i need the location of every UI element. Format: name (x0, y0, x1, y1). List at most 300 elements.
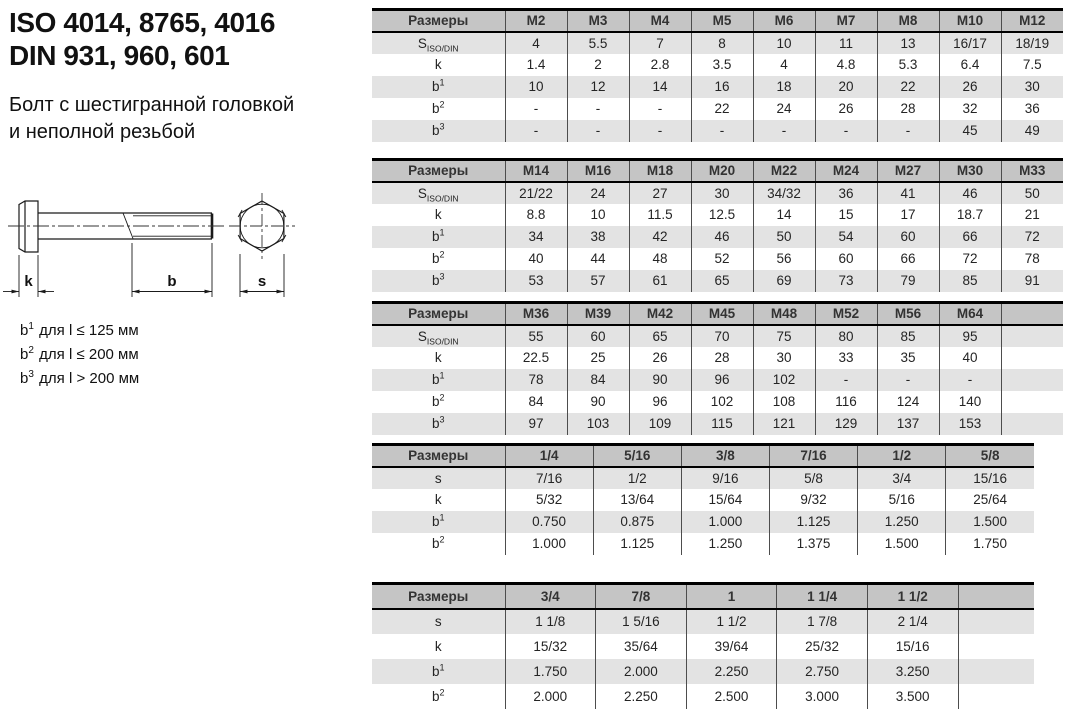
row-label: k (434, 57, 442, 72)
cell: 10 (753, 32, 815, 54)
column-header: 1/2 (858, 445, 946, 467)
cell: 69 (753, 270, 815, 292)
empty-cell (958, 684, 1034, 709)
cell: 14 (753, 204, 815, 226)
cell: 40 (505, 248, 567, 270)
cell: 32 (939, 98, 1001, 120)
cell: - (939, 369, 1001, 391)
column-header: 5/16 (593, 445, 681, 467)
cell: 15/32 (505, 634, 596, 659)
bolt-side-view (8, 201, 224, 252)
cell: 28 (877, 98, 939, 120)
dim-label-k: k (24, 273, 33, 290)
cell: 124 (877, 391, 939, 413)
column-header: M48 (753, 303, 815, 325)
cell: 18.7 (939, 204, 1001, 226)
row-label: $b^3$ (431, 414, 445, 431)
cell: 30 (753, 347, 815, 369)
table-header-row (372, 584, 1034, 609)
table-metric-m14-m33 (372, 158, 1063, 292)
table-inch-quarter-to-5-8 (372, 443, 1034, 555)
table-header-row (372, 445, 1034, 467)
cell: 108 (753, 391, 815, 413)
cell: - (691, 120, 753, 142)
cell: 2.250 (596, 684, 687, 709)
table-row (372, 634, 1034, 659)
row-label: k (434, 492, 442, 507)
cell: 1.375 (769, 533, 857, 555)
cell: 84 (567, 369, 629, 391)
cell: 49 (1001, 120, 1063, 142)
table-metric-m2-m12 (372, 8, 1063, 142)
column-header: M24 (815, 160, 877, 182)
empty-cell (958, 634, 1034, 659)
cell: 14 (629, 76, 691, 98)
cell: 39/64 (686, 634, 777, 659)
table-header-row (372, 303, 1063, 325)
cell: 2 1/4 (867, 609, 958, 634)
table-row (372, 226, 1063, 248)
column-header: 5/8 (946, 445, 1034, 467)
table-row (372, 533, 1034, 555)
cell: 3.250 (867, 659, 958, 684)
empty-cell (1001, 413, 1063, 435)
header-label: Размеры (372, 160, 505, 182)
cell: 4.8 (815, 54, 877, 76)
cell: 1.500 (946, 511, 1034, 533)
cell: 1.250 (858, 511, 946, 533)
column-header: M22 (753, 160, 815, 182)
cell: 75 (753, 325, 815, 347)
cell: 2.500 (686, 684, 777, 709)
cell: - (877, 120, 939, 142)
header-label: Размеры (372, 445, 505, 467)
table-inch-3-4-to-1-1-2 (372, 582, 1034, 709)
column-header: M2 (505, 10, 567, 32)
cell: 3/4 (858, 467, 946, 489)
column-header: M42 (629, 303, 691, 325)
empty-header-cell (958, 584, 1034, 609)
cell: 18 (753, 76, 815, 98)
cell: 66 (939, 226, 1001, 248)
cell: 26 (939, 76, 1001, 98)
cell: 46 (939, 182, 1001, 204)
cell: 34 (505, 226, 567, 248)
cell: 116 (815, 391, 877, 413)
column-header: M6 (753, 10, 815, 32)
header-label: Размеры (372, 584, 505, 609)
empty-cell (1001, 325, 1063, 347)
cell: 85 (877, 325, 939, 347)
cell: 140 (939, 391, 1001, 413)
cell: 10 (567, 204, 629, 226)
cell: - (629, 120, 691, 142)
cell: 78 (1001, 248, 1063, 270)
table-row (372, 325, 1063, 347)
cell: 7.5 (1001, 54, 1063, 76)
cell: 9/16 (681, 467, 769, 489)
cell: 80 (815, 325, 877, 347)
column-header: M33 (1001, 160, 1063, 182)
table-row (372, 347, 1063, 369)
column-header: 3/4 (505, 584, 596, 609)
cell: 115 (691, 413, 753, 435)
column-header: M4 (629, 10, 691, 32)
header-label: Размеры (372, 10, 505, 32)
row-label: $b^2$ (431, 534, 445, 551)
cell: 38 (567, 226, 629, 248)
column-header: 1 (686, 584, 777, 609)
dimension-k (3, 255, 54, 297)
cell: 17 (877, 204, 939, 226)
cell: 60 (567, 325, 629, 347)
cell: 3.5 (691, 54, 753, 76)
cell: 2.000 (505, 684, 596, 709)
note-b2: $b^2$ для l ≤ 200 мм (20, 345, 139, 363)
cell: 61 (629, 270, 691, 292)
table-row (372, 391, 1063, 413)
dim-label-s: s (257, 273, 267, 290)
cell: - (629, 98, 691, 120)
row-label: $b^1$ (431, 77, 445, 94)
cell: 54 (815, 226, 877, 248)
cell: 72 (1001, 226, 1063, 248)
cell: 60 (815, 248, 877, 270)
cell: 8 (691, 32, 753, 54)
row-label: $b^1$ (431, 662, 445, 679)
note-b1: $b^1$ для l ≤ 125 мм (20, 321, 139, 339)
cell: 27 (629, 182, 691, 204)
table-row (372, 54, 1063, 76)
cell: 1.000 (681, 511, 769, 533)
row-label: s (434, 614, 442, 629)
column-header: M56 (877, 303, 939, 325)
cell: 8.8 (505, 204, 567, 226)
cell: 65 (629, 325, 691, 347)
column-header: M52 (815, 303, 877, 325)
cell: 26 (629, 347, 691, 369)
cell: 72 (939, 248, 1001, 270)
row-label: $b^3$ (431, 271, 445, 288)
dimension-b (132, 243, 212, 297)
cell: 28 (691, 347, 753, 369)
table-row (372, 32, 1063, 54)
cell: 30 (691, 182, 753, 204)
cell: 18/19 (1001, 32, 1063, 54)
table-row (372, 204, 1063, 226)
cell: 44 (567, 248, 629, 270)
cell: 11.5 (629, 204, 691, 226)
page-title (9, 6, 275, 72)
empty-cell (958, 609, 1034, 634)
cell: 137 (877, 413, 939, 435)
cell: - (505, 120, 567, 142)
cell: 33 (815, 347, 877, 369)
cell: 5/8 (769, 467, 857, 489)
cell: 2.250 (686, 659, 777, 684)
column-header: 1 1/4 (777, 584, 868, 609)
table-metric-m36-m64 (372, 301, 1063, 435)
cell: 15/64 (681, 489, 769, 511)
row-label: $S_{ISO/DIN}$ (417, 35, 459, 54)
cell: 129 (815, 413, 877, 435)
cell: 1.000 (505, 533, 593, 555)
row-label: $b^2$ (431, 392, 445, 409)
table-row (372, 511, 1034, 533)
title-din: DIN 931, 960, 601 (9, 40, 230, 71)
column-header: M10 (939, 10, 1001, 32)
cell: 3.000 (777, 684, 868, 709)
cell: 1 1/2 (686, 609, 777, 634)
table-row (372, 413, 1063, 435)
cell: 46 (691, 226, 753, 248)
cell: 1.750 (505, 659, 596, 684)
cell: 20 (815, 76, 877, 98)
table-row (372, 659, 1034, 684)
cell: 79 (877, 270, 939, 292)
cell: 84 (505, 391, 567, 413)
cell: 97 (505, 413, 567, 435)
cell: 36 (815, 182, 877, 204)
cell: 42 (629, 226, 691, 248)
row-label: k (434, 207, 442, 222)
cell: 85 (939, 270, 1001, 292)
column-header: M12 (1001, 10, 1063, 32)
cell: 4 (753, 54, 815, 76)
table-header-row (372, 10, 1063, 32)
cell: 48 (629, 248, 691, 270)
cell: 53 (505, 270, 567, 292)
cell: - (753, 120, 815, 142)
cell: 96 (691, 369, 753, 391)
title-iso: ISO 4014, 8765, 4016 (9, 7, 275, 38)
cell: 34/32 (753, 182, 815, 204)
cell: 16 (691, 76, 753, 98)
cell: 15 (815, 204, 877, 226)
cell: 0.875 (593, 511, 681, 533)
cell: 1.500 (858, 533, 946, 555)
row-label: $S_{ISO/DIN}$ (417, 328, 459, 347)
table-row (372, 609, 1034, 634)
cell: - (567, 120, 629, 142)
table-row (372, 120, 1063, 142)
column-header: M7 (815, 10, 877, 32)
bolt-end-view (229, 193, 295, 259)
column-header: M27 (877, 160, 939, 182)
row-label: k (434, 638, 442, 654)
cell: 22 (691, 98, 753, 120)
cell: 55 (505, 325, 567, 347)
cell: 91 (1001, 270, 1063, 292)
column-header: 7/8 (596, 584, 687, 609)
row-label: $b^2$ (431, 687, 445, 704)
column-header: M16 (567, 160, 629, 182)
cell: 78 (505, 369, 567, 391)
cell: 13/64 (593, 489, 681, 511)
cell: 5/32 (505, 489, 593, 511)
cell: 1.125 (769, 511, 857, 533)
cell: 1.125 (593, 533, 681, 555)
cell: 30 (1001, 76, 1063, 98)
table-row (372, 684, 1034, 709)
cell: 5/16 (858, 489, 946, 511)
empty-cell (958, 659, 1034, 684)
column-header: M36 (505, 303, 567, 325)
cell: - (815, 369, 877, 391)
cell: 25/32 (777, 634, 868, 659)
header-label: Размеры (372, 303, 505, 325)
cell: 7 (629, 32, 691, 54)
cell: 12 (567, 76, 629, 98)
bolt-technical-drawing (0, 188, 330, 318)
cell: 1.750 (946, 533, 1034, 555)
cell: 1/2 (593, 467, 681, 489)
cell: - (567, 98, 629, 120)
cell: 66 (877, 248, 939, 270)
column-header: M39 (567, 303, 629, 325)
row-label: s (434, 470, 442, 486)
cell: 10 (505, 76, 567, 98)
cell: 50 (1001, 182, 1063, 204)
table-row (372, 248, 1063, 270)
cell: 35 (877, 347, 939, 369)
row-label: $b^1$ (431, 227, 445, 244)
page-subtitle (9, 92, 294, 146)
row-label: $b^2$ (431, 99, 445, 116)
cell: 121 (753, 413, 815, 435)
cell: 22.5 (505, 347, 567, 369)
cell: 96 (629, 391, 691, 413)
cell: 24 (753, 98, 815, 120)
empty-cell (1001, 391, 1063, 413)
table-row (372, 489, 1034, 511)
cell: 6.4 (939, 54, 1001, 76)
cell: 3.500 (867, 684, 958, 709)
column-header: M8 (877, 10, 939, 32)
cell: 102 (753, 369, 815, 391)
cell: 109 (629, 413, 691, 435)
cell: 15/16 (867, 634, 958, 659)
cell: 1 1/8 (505, 609, 596, 634)
cell: 0.750 (505, 511, 593, 533)
row-label: $b^1$ (431, 370, 445, 387)
cell: 2.750 (777, 659, 868, 684)
cell: 103 (567, 413, 629, 435)
cell: 26 (815, 98, 877, 120)
note-b3: $b^3$ для l > 200 мм (20, 369, 140, 387)
cell: 21 (1001, 204, 1063, 226)
column-header: M18 (629, 160, 691, 182)
cell: 2.000 (596, 659, 687, 684)
cell: 56 (753, 248, 815, 270)
cell: 25/64 (946, 489, 1034, 511)
cell: 2.8 (629, 54, 691, 76)
row-label: $S_{ISO/DIN}$ (417, 185, 459, 204)
cell: 95 (939, 325, 1001, 347)
row-label: k (434, 350, 442, 365)
row-label: $b^3$ (431, 121, 445, 138)
column-header: M64 (939, 303, 1001, 325)
column-header: 7/16 (769, 445, 857, 467)
thread-length-notes (20, 319, 139, 391)
empty-header-cell (1001, 303, 1063, 325)
cell: 15/16 (946, 467, 1034, 489)
cell: 12.5 (691, 204, 753, 226)
column-header: 3/8 (681, 445, 769, 467)
cell: 35/64 (596, 634, 687, 659)
cell: 11 (815, 32, 877, 54)
cell: 9/32 (769, 489, 857, 511)
cell: 1 7/8 (777, 609, 868, 634)
cell: - (877, 369, 939, 391)
table-row (372, 76, 1063, 98)
cell: 50 (753, 226, 815, 248)
cell: 21/22 (505, 182, 567, 204)
cell: - (815, 120, 877, 142)
table-header-row (372, 160, 1063, 182)
column-header: M30 (939, 160, 1001, 182)
row-label: $b^2$ (431, 249, 445, 266)
table-row (372, 98, 1063, 120)
dim-label-b: b (167, 273, 177, 290)
table-row (372, 467, 1034, 489)
subtitle-line2: и неполной резьбой (9, 121, 196, 143)
cell: 13 (877, 32, 939, 54)
cell: 73 (815, 270, 877, 292)
column-header: 1 1/2 (867, 584, 958, 609)
column-header: M45 (691, 303, 753, 325)
cell: 25 (567, 347, 629, 369)
column-header: M5 (691, 10, 753, 32)
cell: 1 5/16 (596, 609, 687, 634)
cell: 90 (567, 391, 629, 413)
row-label: $b^1$ (431, 512, 445, 529)
cell: 4 (505, 32, 567, 54)
cell: 36 (1001, 98, 1063, 120)
cell: 40 (939, 347, 1001, 369)
cell: 1.4 (505, 54, 567, 76)
column-header: M20 (691, 160, 753, 182)
cell: - (505, 98, 567, 120)
cell: 57 (567, 270, 629, 292)
cell: 5.5 (567, 32, 629, 54)
cell: 22 (877, 76, 939, 98)
cell: 70 (691, 325, 753, 347)
cell: 90 (629, 369, 691, 391)
empty-cell (1001, 347, 1063, 369)
cell: 65 (691, 270, 753, 292)
cell: 60 (877, 226, 939, 248)
cell: 45 (939, 120, 1001, 142)
cell: 102 (691, 391, 753, 413)
cell: 52 (691, 248, 753, 270)
cell: 24 (567, 182, 629, 204)
table-row (372, 182, 1063, 204)
cell: 5.3 (877, 54, 939, 76)
column-header: M14 (505, 160, 567, 182)
cell: 16/17 (939, 32, 1001, 54)
empty-cell (1001, 369, 1063, 391)
column-header: 1/4 (505, 445, 593, 467)
dimension-s (240, 254, 284, 297)
cell: 41 (877, 182, 939, 204)
cell: 153 (939, 413, 1001, 435)
column-header: M3 (567, 10, 629, 32)
cell: 7/16 (505, 467, 593, 489)
cell: 1.250 (681, 533, 769, 555)
subtitle-line1: Болт с шестигранной головкой (9, 94, 295, 116)
table-row (372, 369, 1063, 391)
